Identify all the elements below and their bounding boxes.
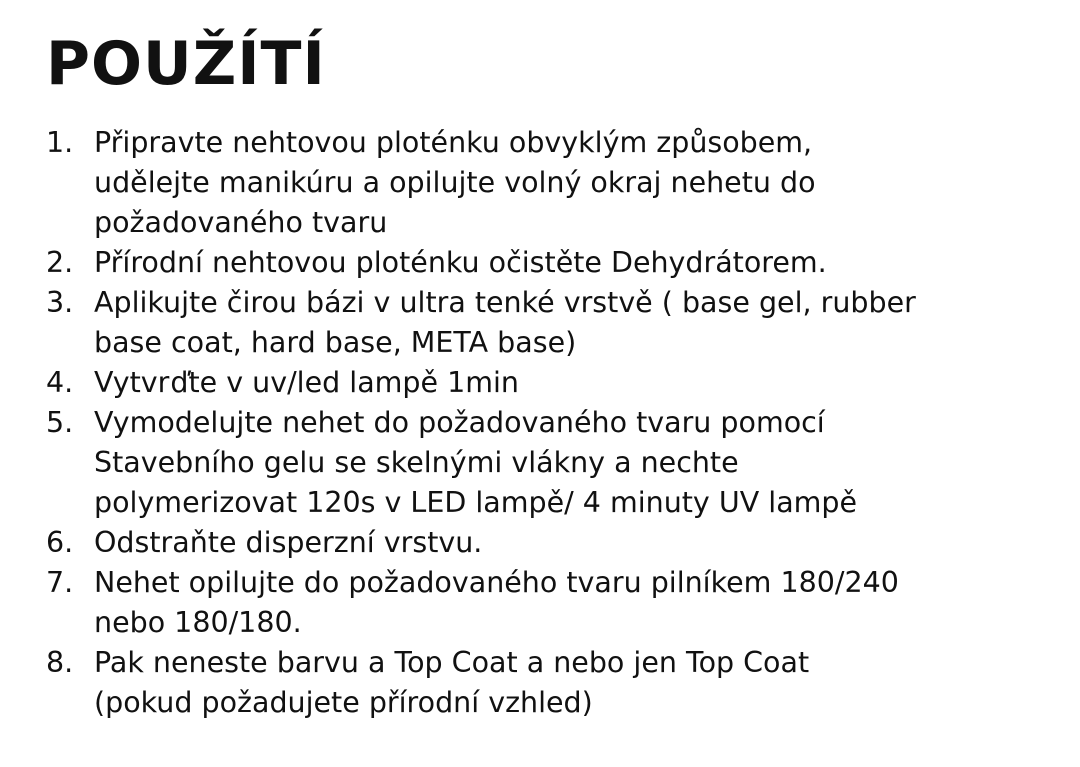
step-text (94, 283, 1056, 363)
step-number: 5. (46, 406, 74, 439)
step-text-line: polymerizovat 120s v LED lampě/ 4 minuty UV lampě (94, 486, 858, 519)
step-item (46, 283, 1056, 363)
step-number: 3. (46, 286, 74, 319)
step-number: 7. (46, 566, 74, 599)
step-text-line: Aplikujte čirou bázi v ultra tenké vrstvě ( base gel, rubber (94, 286, 916, 319)
step-text-line: požadovaného tvaru (94, 206, 388, 239)
step-number: 8. (46, 646, 74, 679)
step-text (94, 243, 1056, 283)
step-text (94, 643, 1056, 723)
step-text-line: Přírodní nehtovou ploténku očistěte Dehydrátorem. (94, 246, 827, 279)
step-item (46, 363, 1056, 403)
step-text-line: Nehet opilujte do požadovaného tvaru pilníkem 180/240 (94, 566, 899, 599)
page-title: POUŽÍTÍ (46, 29, 326, 99)
step-text-line: nebo 180/180. (94, 606, 302, 639)
step-number: 2. (46, 246, 74, 279)
step-text-line: Připravte nehtovou ploténku obvyklým způsobem, (94, 126, 813, 159)
step-text-line: udělejte manikúru a opilujte volný okraj nehetu do (94, 166, 816, 199)
steps-list (46, 123, 1056, 723)
step-text (94, 123, 1056, 243)
step-item (46, 523, 1056, 563)
step-text (94, 363, 1056, 403)
step-number: 1. (46, 126, 74, 159)
step-text-line: Pak neneste barvu a Top Coat a nebo jen Top Coat (94, 646, 810, 679)
step-item (46, 123, 1056, 243)
step-item (46, 403, 1056, 523)
step-number: 6. (46, 526, 74, 559)
step-text (94, 523, 1056, 563)
step-text-line: (pokud požadujete přírodní vzhled) (94, 686, 593, 719)
step-text (94, 403, 1056, 523)
step-item (46, 563, 1056, 643)
step-text-line: Vymodelujte nehet do požadovaného tvaru pomocí (94, 406, 825, 439)
step-text-line: Odstraňte disperzní vrstvu. (94, 526, 483, 559)
step-text-line: Vytvrďte v uv/led lampě 1min (94, 366, 519, 399)
step-item (46, 243, 1056, 283)
step-text-line: Stavebního gelu se skelnými vlákny a nechte (94, 446, 739, 479)
step-text-line: base coat, hard base, META base) (94, 326, 577, 359)
step-text (94, 563, 1056, 643)
step-number: 4. (46, 366, 74, 399)
step-item (46, 643, 1056, 723)
